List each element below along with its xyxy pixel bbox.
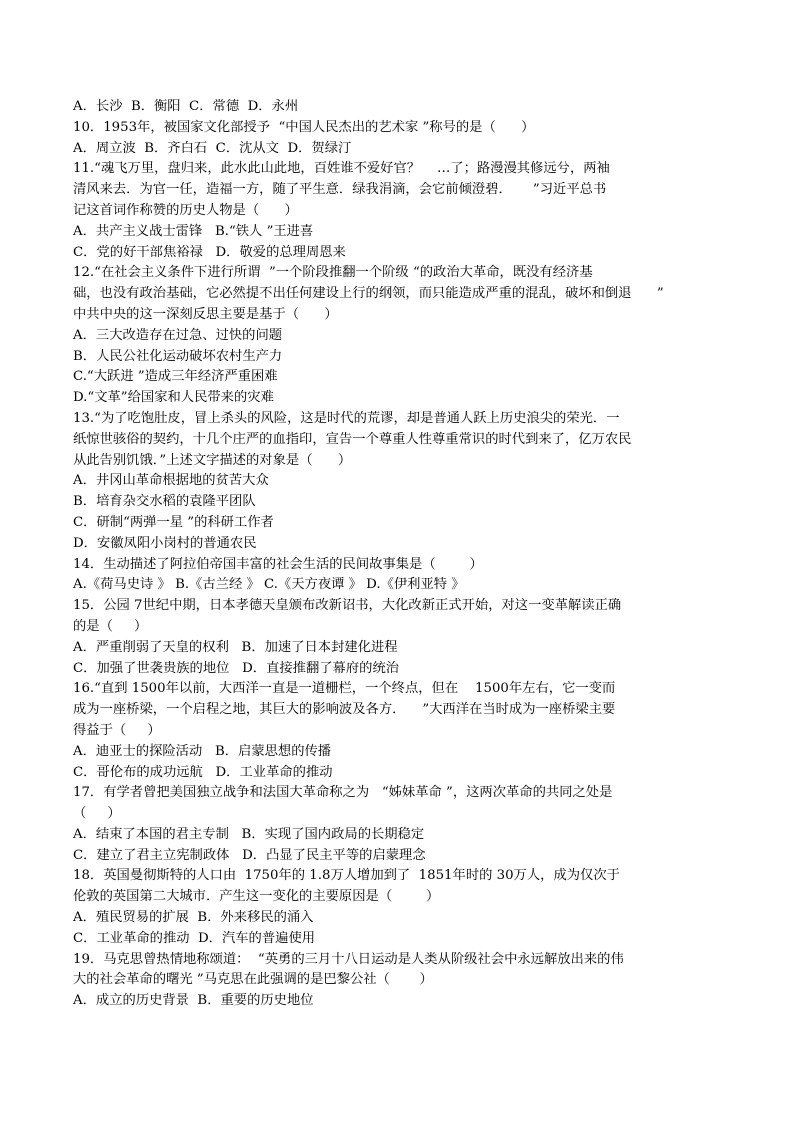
text-line: 成为一座桥梁，一个启程之地，其巨大的影响波及各方． ”大西洋在当时成为一座桥梁主要 (73, 702, 616, 718)
option-b: B．人民公社化运动破坏农村生产力 (73, 348, 283, 364)
question-12: 12.“在社会主义条件下进行所谓 ”一个阶段推翻一个阶级 “的政治大革命，既没有经济基 (73, 265, 593, 281)
text-line: 中共中央的这一深刻反思主要是基于（ ） (73, 306, 338, 322)
option-b: B．培育杂交水稻的袁隆平团队 (73, 494, 256, 510)
question-11-options: C．党的好干部焦裕禄 D．敬爱的总理周恩来 (73, 244, 346, 260)
question-13: 13.“为了吃饱肚皮，冒上杀头的风险，这是时代的荒谬，却是普通人跃上历史浪尖的荣光．一 (73, 410, 620, 426)
text-line: 伦敦的英国第二大城市．产生这一变化的主要原因是（ ） (73, 889, 440, 905)
text-line: A．长沙 B．衡阳 C．常德 D．永州 (73, 99, 299, 114)
question-18: 18．英国曼彻斯特的人口由 1750年的 1.8万人增加到了 1851年时的 30万人，成为仅次于 (73, 868, 620, 884)
question-17-options: C．建立了君主立宪制政体 D．凸显了民主平等的启蒙理念 (73, 847, 426, 863)
text-line: 记这首词作称赞的历史人物是（ ） (73, 202, 298, 218)
option-d: D.“文革”给国家和人民带来的灾难 (73, 390, 274, 406)
question-17-options: A．结束了本国的君主专制 B．实现了国内政局的长期稳定 (73, 826, 425, 842)
exam-page (73, 97, 723, 1012)
text-line: 大的社会革命的曙光 ”马克思在此强调的是巴黎公社（ ） (73, 972, 433, 988)
text-line: 从此告别饥饿．”上述文字描述的对象是（ ） (73, 452, 352, 468)
question-16-options: C．哥伦布的成功远航 D．工业革命的推动 (73, 764, 333, 780)
question-11-options: A．共产主义战士雷锋 B.“铁人 ”王进喜 (73, 223, 314, 239)
option-c: C．研制“两弹一星 ”的科研工作者 (73, 514, 274, 530)
question-15: 15．公园 7世纪中期，日本孝德天皇颁布改新诏书，大化改新正式开始，对这一变革解读正确 (73, 598, 622, 614)
question-18-options: C．工业革命的推动 D．汽车的普遍使用 (73, 930, 316, 946)
question-11: 11.“魂飞万里，盘归来，此水此山此地，百姓谁不爱好官？ …了；路漫漫其修远兮，两袖 (73, 161, 610, 177)
question-14-options: A.《荷马史诗 》 B.《古兰经 》 C.《天方夜谭 》 D.《伊利亚特 》 (73, 577, 465, 593)
text-line: 得益于（ ） (73, 722, 161, 738)
option-a: A．三大改造存在过急、过快的问题 (73, 327, 283, 343)
question-15-options: C．加强了世袭贵族的地位 D．直接推翻了幕府的统治 (73, 660, 400, 676)
option-c: C.“大跃进 ”造成三年经济严重困难 (73, 369, 278, 385)
text-line: 的是（ ） (73, 618, 148, 634)
question-10: 10．1953年，被国家文化部授予 “中国人民杰出的艺术家 ”称号的是（ ） (73, 119, 535, 135)
question-18-options: A．殖民贸易的扩展 B．外来移民的涌入 (73, 910, 314, 926)
text-line: 清风来去．为官一任，造福一方，随了平生意．绿我涓滴，会它前倾澄碧． ”习近平总书 (73, 182, 607, 198)
question-19-options: A．成立的历史背景 B．重要的历史地位 (73, 993, 314, 1009)
text-line: （ ） (73, 806, 121, 822)
option-d: D．安徽凤阳小岗村的普通农民 (73, 535, 257, 551)
question-15-options: A．严重削弱了天皇的权利 B．加速了日本封建化进程 (73, 639, 398, 655)
question-14: 14．生动描述了阿拉伯帝国丰富的社会生活的民间故事集是（ ） (73, 556, 483, 572)
question-10-options: A．周立波 B．齐白石 C．沈从文 D．贺绿汀 (73, 140, 352, 156)
text-line: 纸惊世骇俗的契约，十几个庄严的血指印，宣告一个尊重人性尊重常识的时代到来了，亿万农民 (73, 431, 632, 447)
question-16: 16.“直到 1500年以前，大西洋一直是一道栅栏，一个终点，但在 1500年左右，它一变而 (73, 681, 616, 697)
question-16-options: A．迪亚士的探险活动 B．启蒙思想的传播 (73, 743, 332, 759)
option-a: A．井冈山革命根据地的贫苦大众 (73, 473, 269, 489)
question-17: 17．有学者曾把美国独立战争和法国大革命称之为 “姊妹革命 ”，这两次革命的共同之处是 (73, 785, 613, 801)
text-line: 础，也没有政治基础，它必然提不出任何建设上行的纲领，而只能造成严重的混乱，破坏和倒退 ” (73, 286, 664, 302)
question-19: 19．马克思曾热情地称颂道： “英勇的三月十八日运动是人类从阶级社会中永远解放出来的伟 (73, 951, 624, 967)
